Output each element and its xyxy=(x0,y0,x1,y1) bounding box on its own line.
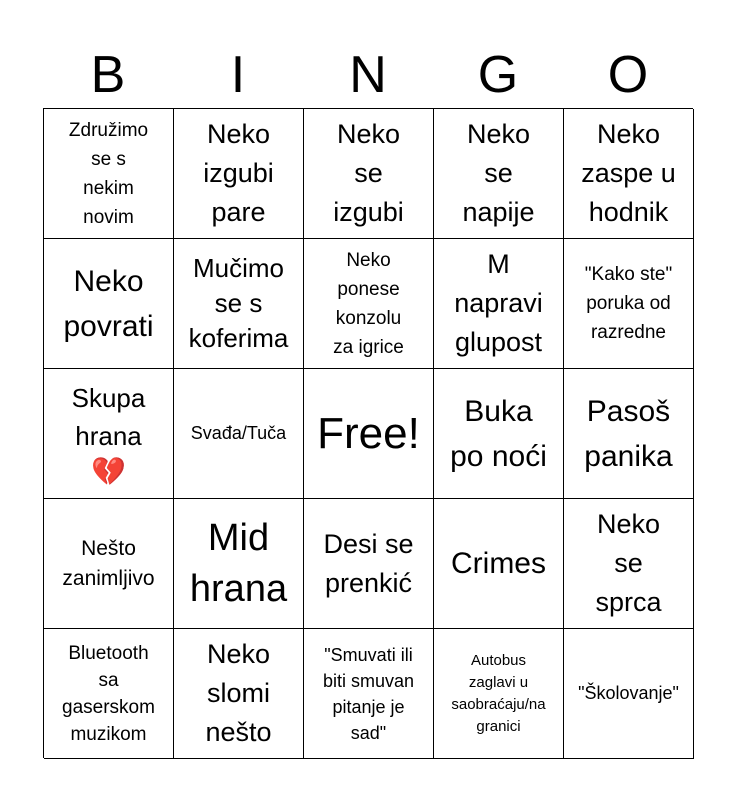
cell-line: poruka od xyxy=(586,293,671,314)
cell-line: saobraćaju/na xyxy=(451,695,546,713)
cell-line: muzikom xyxy=(70,723,147,745)
cell-line: Autobus xyxy=(470,651,527,669)
cell-text xyxy=(205,635,271,752)
broken-heart-icon: 💔 xyxy=(91,455,126,487)
cell-line: gaserskom xyxy=(62,696,155,718)
cell-line: se xyxy=(354,158,383,188)
cell-line: Mučimo xyxy=(192,253,284,283)
cell-text xyxy=(317,406,420,462)
cell-line: prenkić xyxy=(324,567,413,598)
cell-line: glupost xyxy=(454,327,543,357)
cell-text xyxy=(454,245,543,362)
cell-line: Neko xyxy=(596,119,660,149)
cell-line: Neko xyxy=(596,509,661,539)
bingo-cell-1-5[interactable] xyxy=(564,109,694,239)
cell-text xyxy=(323,525,413,603)
cell-line: Free! xyxy=(317,408,420,458)
cell-text xyxy=(451,541,546,586)
bingo-cell-1-3[interactable] xyxy=(304,109,434,239)
bingo-cell-4-4[interactable] xyxy=(434,499,564,629)
cell-line: nešto xyxy=(205,717,272,747)
cell-line: izgubi xyxy=(203,158,274,188)
cell-line: panika xyxy=(584,439,673,473)
cell-line: zaspe u xyxy=(581,158,676,188)
cell-line: pitanje je xyxy=(332,696,405,717)
cell-line: se s xyxy=(91,148,126,170)
bingo-cell-free[interactable] xyxy=(304,369,434,499)
cell-line: se s xyxy=(214,288,263,318)
bingo-cell-3-4[interactable] xyxy=(434,369,564,499)
cell-line: povrati xyxy=(63,309,154,343)
cell-text xyxy=(584,389,672,479)
cell-line: "Kako ste" xyxy=(584,264,673,285)
bingo-cell-4-1[interactable] xyxy=(44,499,174,629)
cell-line: sprca xyxy=(595,587,662,617)
bingo-cell-5-4[interactable] xyxy=(434,629,564,759)
cell-text xyxy=(63,259,153,349)
cell-line: izgubi xyxy=(333,197,404,227)
cell-line: sa xyxy=(98,669,119,691)
cell-line: pare xyxy=(211,197,266,227)
header-letter-o: O xyxy=(607,46,649,104)
bingo-cell-2-1[interactable] xyxy=(44,239,174,369)
cell-line: zanimljivo xyxy=(62,566,155,590)
cell-line: "Školovanje" xyxy=(578,683,679,703)
cell-line: Crimes xyxy=(451,547,546,580)
cell-text xyxy=(581,115,676,232)
bingo-cell-5-3[interactable] xyxy=(304,629,434,759)
bingo-cell-2-4[interactable] xyxy=(434,239,564,369)
cell-line: napravi xyxy=(454,288,543,318)
cell-line: Pasoš xyxy=(586,394,671,428)
bingo-cell-3-2[interactable] xyxy=(174,369,304,499)
cell-line: se xyxy=(614,548,643,578)
header-letter-i: I xyxy=(230,46,246,104)
cell-text xyxy=(333,246,404,362)
bingo-cell-3-5[interactable] xyxy=(564,369,694,499)
bingo-cell-2-3[interactable] xyxy=(304,239,434,369)
cell-line: ponese xyxy=(337,278,400,300)
cell-text xyxy=(595,505,661,622)
cell-line: Neko xyxy=(206,119,270,149)
bingo-cell-4-5[interactable] xyxy=(564,499,694,629)
cell-line: zaglavi u xyxy=(468,673,529,691)
cell-line: Neko xyxy=(73,264,144,298)
cell-line: M xyxy=(487,249,510,279)
bingo-cell-1-1[interactable] xyxy=(44,109,174,239)
bingo-cell-2-5[interactable] xyxy=(564,239,694,369)
bingo-cell-1-2[interactable] xyxy=(174,109,304,239)
cell-line: se xyxy=(484,158,513,188)
cell-text xyxy=(191,419,286,448)
cell-line: razredne xyxy=(590,322,666,343)
cell-line: Desi se xyxy=(323,528,414,559)
cell-text xyxy=(462,115,534,232)
cell-text xyxy=(585,260,672,347)
bingo-cell-4-2[interactable] xyxy=(174,499,304,629)
bingo-header xyxy=(43,42,693,108)
cell-text xyxy=(333,115,404,232)
cell-line: Nešto xyxy=(81,536,136,560)
bingo-cell-1-4[interactable] xyxy=(434,109,564,239)
cell-line: Buka xyxy=(464,394,533,428)
cell-line: hodnik xyxy=(588,197,669,227)
cell-text xyxy=(203,115,274,232)
bingo-cell-5-5[interactable] xyxy=(564,629,694,759)
bingo-cell-5-1[interactable] xyxy=(44,629,174,759)
cell-line: konzolu xyxy=(335,307,402,329)
header-letter-n: N xyxy=(349,46,387,104)
cell-line: Neko xyxy=(466,119,531,149)
cell-line: Mid xyxy=(207,516,270,559)
bingo-cell-5-2[interactable] xyxy=(174,629,304,759)
cell-line: Skupa xyxy=(71,382,146,413)
bingo-cell-2-2[interactable] xyxy=(174,239,304,369)
cell-text xyxy=(72,379,146,489)
cell-line: nekim xyxy=(83,177,134,199)
cell-line: Združimo xyxy=(68,119,149,141)
cell-text xyxy=(62,640,155,748)
cell-line: za igrice xyxy=(333,336,404,358)
cell-line: "Smuvati ili xyxy=(324,644,413,665)
cell-line: slomi xyxy=(206,678,270,708)
cell-line: napije xyxy=(462,197,535,227)
bingo-cell-3-1[interactable] xyxy=(44,369,174,499)
cell-line: Svađa/Tuča xyxy=(190,423,287,443)
cell-line: hrana xyxy=(189,567,288,610)
cell-text xyxy=(189,251,289,356)
cell-line: Neko xyxy=(336,119,400,149)
cell-line: koferima xyxy=(188,323,289,353)
cell-text xyxy=(323,642,414,746)
cell-line: granici xyxy=(476,717,521,735)
cell-text xyxy=(450,389,547,479)
cell-text xyxy=(578,679,679,708)
cell-text xyxy=(190,513,287,615)
cell-line: biti smuvan xyxy=(322,670,415,691)
header-letter-b: B xyxy=(90,46,126,104)
cell-line: po noći xyxy=(450,439,547,473)
cell-text xyxy=(62,534,154,594)
cell-line: Bluetooth xyxy=(68,642,149,664)
cell-line: hrana xyxy=(75,420,142,451)
cell-line: novim xyxy=(83,206,134,228)
bingo-grid xyxy=(43,108,693,758)
cell-line: Neko xyxy=(346,249,391,271)
cell-line: sad" xyxy=(350,722,387,743)
header-letter-g: G xyxy=(477,46,519,104)
bingo-cell-4-3[interactable] xyxy=(304,499,434,629)
cell-line: Neko xyxy=(206,639,271,669)
cell-text xyxy=(451,650,545,738)
cell-text xyxy=(69,116,148,232)
